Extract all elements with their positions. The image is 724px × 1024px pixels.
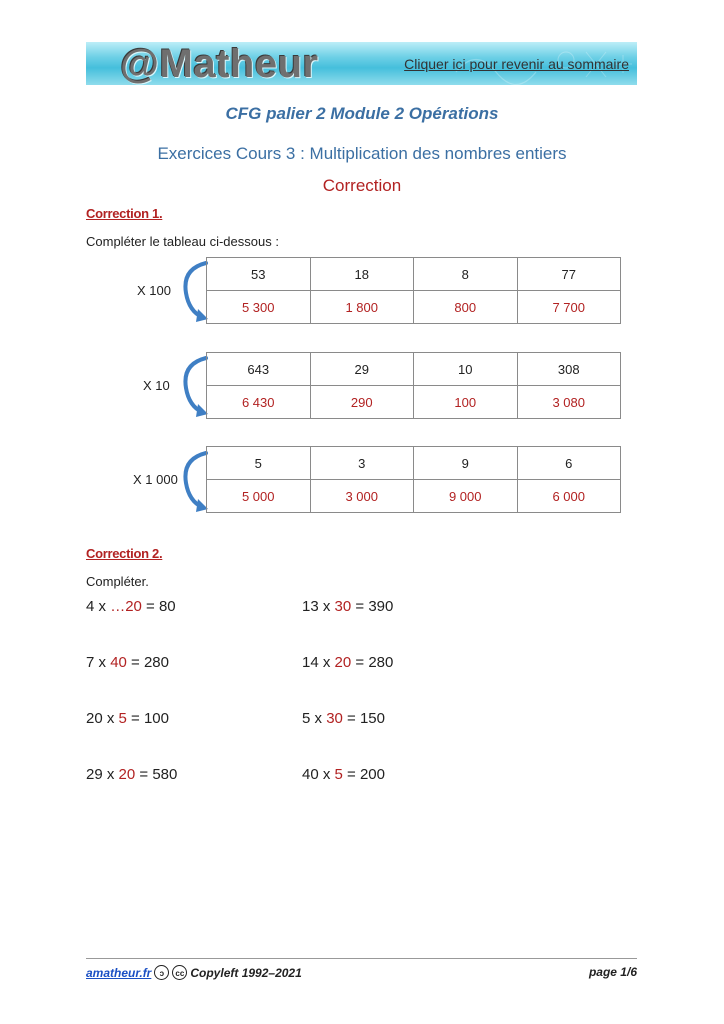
table-cell-result: 7 700 — [517, 291, 621, 324]
multiplication-table — [206, 257, 621, 324]
table-cell-input: 29 — [310, 353, 414, 386]
multiplier-label: X 1 000 — [133, 472, 178, 487]
header-banner — [86, 42, 637, 85]
multiplier-label: X 10 — [143, 378, 170, 393]
table-cell-input: 77 — [517, 258, 621, 291]
table-row — [207, 353, 621, 386]
table-row — [207, 258, 621, 291]
footer-copyleft — [86, 965, 302, 980]
equation: 13 x 30 = 390 — [302, 598, 394, 615]
section1-instruction: Compléter le tableau ci-dessous : — [86, 234, 279, 249]
table-cell-input: 10 — [414, 353, 518, 386]
multiplier-label: X 100 — [137, 283, 171, 298]
table-cell-result: 800 — [414, 291, 518, 324]
section2-instruction: Compléter. — [86, 574, 149, 589]
equation-answer: 20 — [118, 766, 136, 783]
page-number: page 1/6 — [588, 965, 637, 979]
table-cell-input: 6 — [517, 447, 621, 480]
table-cell-result: 5 000 — [207, 480, 311, 513]
equation: 29 x 20 = 580 — [86, 766, 178, 783]
table-row — [207, 447, 621, 480]
table-cell-result: 6 000 — [517, 480, 621, 513]
table-cell-result: 6 430 — [207, 386, 311, 419]
table-cell-input: 3 — [310, 447, 414, 480]
copyleft-icon: ↄ — [154, 965, 169, 980]
table-cell-input: 643 — [207, 353, 311, 386]
table-cell-input: 5 — [207, 447, 311, 480]
table-cell-result: 3 080 — [517, 386, 621, 419]
equation: 4 x …20 = 80 — [86, 598, 176, 615]
multiplication-table — [206, 352, 621, 419]
equation-answer: 30 — [326, 710, 343, 727]
table-row — [207, 291, 621, 324]
back-to-summary-link[interactable]: Cliquer ici pour revenir au sommaire — [404, 56, 629, 72]
table-cell-result: 290 — [310, 386, 414, 419]
equation: 40 x 5 = 200 — [302, 766, 385, 783]
site-link[interactable]: amatheur.fr — [86, 965, 152, 980]
footer-divider — [86, 958, 637, 959]
table-row — [207, 386, 621, 419]
table-cell-result: 9 000 — [414, 480, 518, 513]
section1-heading: Correction 1. — [86, 206, 163, 221]
table-cell-result: 3 000 — [310, 480, 414, 513]
table-cell-result: 100 — [414, 386, 518, 419]
table-cell-input: 8 — [414, 258, 518, 291]
equation: 14 x 20 = 280 — [302, 654, 394, 671]
equation-answer: 20 — [334, 654, 352, 671]
page-title: CFG palier 2 Module 2 Opérations — [225, 104, 499, 123]
table-row — [207, 480, 621, 513]
table-cell-input: 18 — [310, 258, 414, 291]
section2-heading: Correction 2. — [86, 546, 163, 561]
equation: 20 x 5 = 100 — [86, 710, 169, 727]
page-subtitle: Exercices Cours 3 : Multiplication des nombres entiers — [157, 144, 567, 163]
table-cell-input: 9 — [414, 447, 518, 480]
creative-commons-icon: cc — [172, 965, 187, 980]
equation: 5 x 30 = 150 — [302, 710, 385, 727]
equation: 7 x 40 = 280 — [86, 654, 169, 671]
matheur-logo: @Matheur — [120, 42, 319, 85]
equation-answer: 40 — [110, 654, 127, 671]
correction-heading: Correction — [322, 176, 402, 195]
table-cell-result: 5 300 — [207, 291, 311, 324]
equation-answer: …20 — [110, 598, 142, 615]
multiplication-table — [206, 446, 621, 513]
copyleft-text: Copyleft 1992–2021 — [190, 965, 302, 980]
table-cell-result: 1 800 — [310, 291, 414, 324]
equation-answer: 5 — [118, 710, 127, 727]
equation-answer: 5 — [334, 766, 343, 783]
equation-answer: 30 — [334, 598, 352, 615]
table-cell-input: 53 — [207, 258, 311, 291]
table-cell-input: 308 — [517, 353, 621, 386]
